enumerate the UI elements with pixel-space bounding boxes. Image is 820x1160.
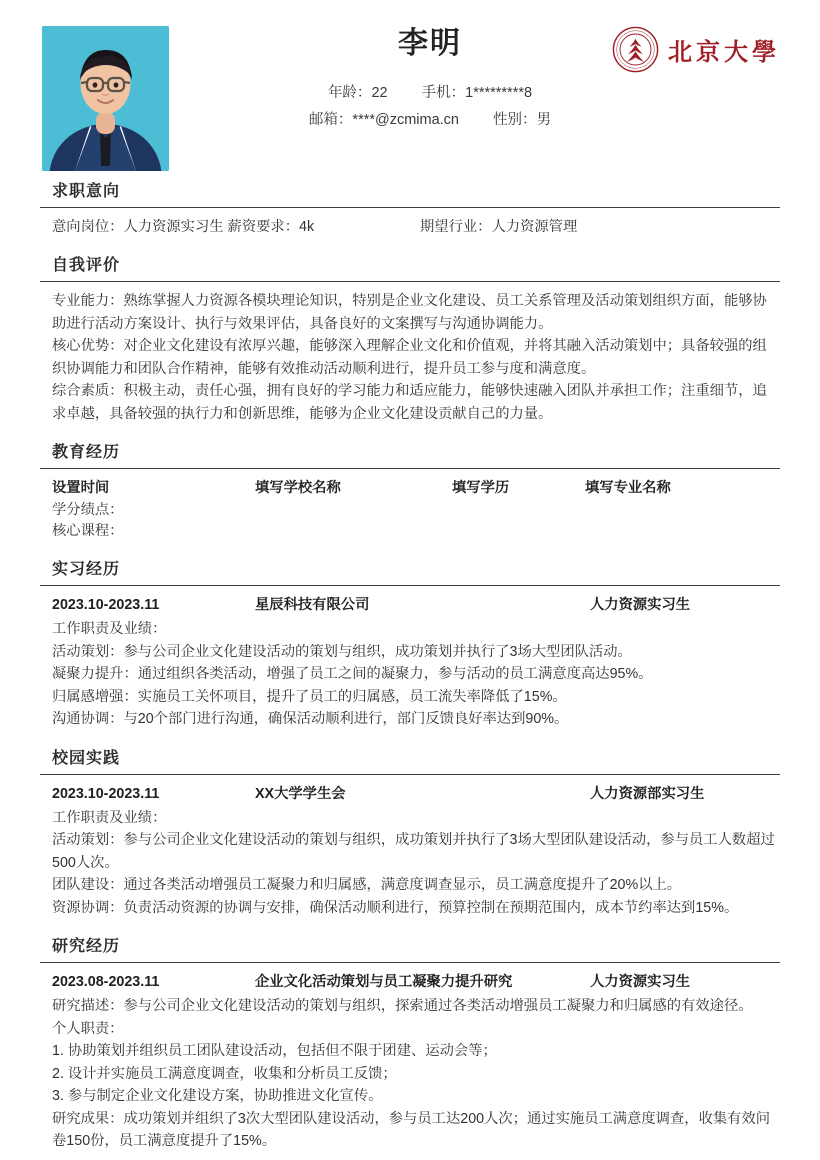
intended-position: 意向岗位：人力资源实习生 薪资要求：4k: [52, 219, 315, 235]
spacer: [40, 425, 780, 437]
campus-practice-body: [40, 783, 780, 920]
spacer: [40, 238, 780, 250]
education-gpa-line: 学分绩点：: [52, 502, 124, 518]
campus-subtitle: 工作职责及业绩：: [52, 809, 167, 826]
research-duty-item: 3. 参与制定企业文化建设方案，协助推进文化宣传。: [52, 1088, 383, 1104]
internship-subtitle: 工作职责及业绩：: [52, 621, 167, 637]
research-role: 人力资源实习生: [590, 974, 691, 990]
self-evaluation-paragraph: 综合素质：积极主动，责任心强，拥有良好的学习能力和适应能力，能够快速融入团队并承担工作；注重细节，追求卓越，具备较强的执行力和创新思维，能够为企业文化建设贡献自己的力量。: [52, 383, 767, 422]
job-intention-row: [52, 216, 778, 238]
avatar: [42, 26, 169, 171]
education-col-major: 填写专业名称: [585, 480, 671, 496]
education-table-header: [52, 477, 778, 500]
research-body: [40, 971, 780, 1153]
email-value: ****@zcmima.cn: [352, 112, 459, 128]
phone-field: [422, 80, 532, 107]
age-value: 22: [371, 85, 388, 101]
self-evaluation-body: [40, 290, 780, 425]
self-evaluation-paragraph: 专业能力：熟练掌握人力资源各模块理论知识，特别是企业文化建设、员工关系管理及活动策划组织方面，能够协助进行活动方案设计、执行与效果评估，具备良好的文案撰写与沟通协调能力。: [52, 293, 767, 332]
campus-bullet: 团队建设：通过各类活动增强员工凝聚力和归属感，满意度调查显示，员工满意度提升了20%以上。: [52, 877, 682, 893]
spacer: [40, 542, 780, 554]
expected-industry: 期望行业：人力资源管理: [420, 219, 578, 235]
section-title-self-evaluation: 自我评价: [52, 257, 121, 274]
contact-row-1: [220, 80, 640, 107]
phone-label: 手机：: [421, 85, 466, 101]
research-duty-item: 2. 设计并实施员工满意度调查，收集和分析员工反馈；: [52, 1065, 397, 1082]
internship-bullet: 归属感增强：实施员工关怀项目，提升了员工的归属感，员工流失率降低了15%。: [52, 688, 567, 705]
section-divider: [40, 962, 780, 963]
contact-meta: [220, 80, 640, 134]
page-title: 李明: [398, 27, 462, 60]
research-topic: 企业文化活动策划与员工凝聚力提升研究: [255, 974, 513, 990]
education-body: [40, 477, 780, 542]
phone-value: 1*********8: [465, 85, 533, 101]
section-title-education: 教育经历: [52, 444, 121, 461]
section-title-job-intention: 求职意向: [52, 183, 121, 200]
campus-date: 2023.10-2023.11: [52, 785, 160, 802]
section-campus-practice: [40, 745, 780, 920]
contact-row-2: [220, 107, 640, 134]
university-brand: [612, 26, 780, 73]
internship-bullet: 活动策划：参与公司企业文化建设活动的策划与组织，成功策划并执行了3场大型团队活动。: [52, 643, 632, 660]
research-result: 研究成果：成功策划并组织了3次大型团队建设活动，参与员工达200人次；通过实施员工满意度调查，收集有效问卷150份，员工满意度提升了15%。: [52, 1110, 771, 1149]
section-title-campus-practice: 校园实践: [52, 749, 121, 767]
university-name: 北京大學: [668, 37, 780, 66]
education-col-school: 填写学校名称: [255, 480, 341, 496]
resume-header: [40, 0, 780, 176]
campus-role: 人力资源部实习生: [590, 785, 705, 802]
section-divider: [40, 207, 780, 208]
section-research: [40, 933, 780, 1153]
research-date: 2023.08-2023.11: [52, 974, 160, 990]
section-self-evaluation: [40, 252, 780, 425]
internship-organization: 星辰科技有限公司: [255, 597, 370, 613]
education-col-degree: 填写学历: [452, 480, 510, 496]
section-internship: [40, 556, 780, 731]
research-duty-item: 1. 协助策划并组织员工团队建设活动，包括但不限于团建、运动会等；: [52, 1043, 497, 1059]
age-field: [328, 80, 388, 107]
campus-organization: XX大学学生会: [255, 785, 346, 802]
internship-body: [40, 594, 780, 731]
spacer: [40, 919, 780, 931]
education-courses-line: 核心课程：: [52, 523, 124, 539]
research-entry-header: [52, 971, 778, 995]
email-label: 邮箱：: [308, 112, 353, 128]
campus-bullet: 资源协调：负责活动资源的协调与安排，确保活动顺利进行，预算控制在预期范围内，成本节约率达到15%。: [52, 899, 739, 916]
section-title-research: 研究经历: [52, 938, 121, 955]
internship-date: 2023.10-2023.11: [52, 597, 160, 613]
self-evaluation-paragraph: 核心优势：对企业文化建设有浓厚兴趣，能够深入理解企业文化和价值观，并将其融入活动策划中；具备较强的组织协调能力和团队合作精神，能够有效推动活动顺利进行，提升员工参与度和满意度。: [52, 338, 767, 377]
peking-university-seal-icon: [612, 26, 659, 73]
job-intention-body: [40, 216, 780, 238]
research-description: 研究描述：参与公司企业文化建设活动的策划与组织，探索通过各类活动增强员工凝聚力和归属感的有效途径。: [52, 998, 753, 1014]
age-label: 年龄：: [327, 85, 372, 101]
gender-field: [493, 107, 551, 134]
identity-block: [220, 24, 640, 134]
section-divider: [40, 468, 780, 469]
internship-entry-header: [52, 594, 778, 618]
email-field: [309, 107, 459, 134]
campus-entry-header: [52, 783, 778, 807]
internship-role: 人力资源实习生: [590, 597, 691, 613]
gender-label: 性别：: [493, 112, 537, 128]
education-col-time: 设置时间: [52, 480, 110, 496]
spacer: [40, 731, 780, 743]
profile-photo-icon: [42, 26, 169, 171]
internship-bullet: 凝聚力提升：通过组织各类活动，增强了员工之间的凝聚力，参与活动的员工满意度高达95%。: [52, 666, 653, 682]
research-duty-label: 个人职责：: [52, 1020, 124, 1037]
campus-bullet: 活动策划：参与公司企业文化建设活动的策划与组织，成功策划并执行了3场大型团队建设活动，参与员工人数超过500人次。: [52, 832, 775, 871]
section-title-internship: 实习经历: [52, 561, 121, 578]
section-divider: [40, 774, 780, 775]
gender-value: 男: [536, 112, 552, 128]
section-divider: [40, 585, 780, 586]
section-education: [40, 439, 780, 542]
internship-bullet: 沟通协调：与20个部门进行沟通，确保活动顺利进行，部门反馈良好率达到90%。: [52, 711, 569, 727]
section-divider: [40, 281, 780, 282]
section-job-intention: [40, 178, 780, 238]
